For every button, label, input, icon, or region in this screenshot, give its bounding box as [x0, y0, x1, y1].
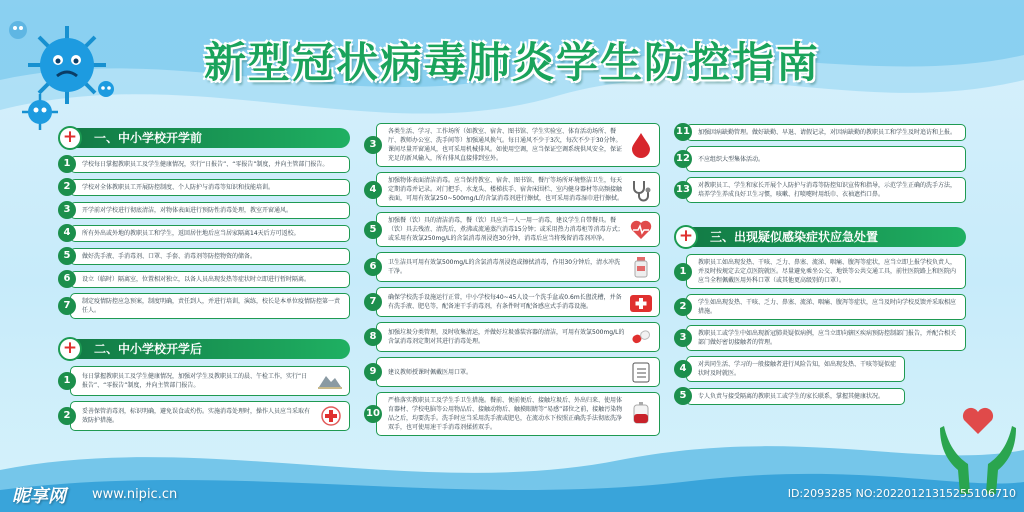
item-number: 4	[364, 181, 382, 199]
item-number: 11	[674, 123, 692, 141]
list-item	[58, 401, 350, 431]
list-item	[364, 252, 660, 282]
item-number: 10	[364, 405, 382, 423]
list-item	[364, 123, 660, 167]
item-box	[70, 225, 350, 242]
list-item	[58, 201, 350, 219]
item-number: 4	[58, 224, 76, 242]
item-text: 各类生活、学习、工作场所（如教室、宿舍、图书馆、学生实验室、体育活动场所、餐厅、教师办公室、洗手间等）加强通风换气。每日通风不少于3次，每次不少于30分钟。课间尽量开窗通风，也可采用机械排风。如使用空调，应当保证空调系统供风安全，保证充足的新风输入，所有排风直接排到室外。	[388, 128, 623, 162]
item-text: 学校每日掌握教职员工及学生健康情况，实行“日报告”、“零报告”制度，并向主管部门报告。	[82, 160, 329, 168]
list-item	[674, 123, 966, 141]
section-heading: 三、出现疑似感染症状应急处置	[686, 227, 966, 247]
blood-bag-icon	[629, 403, 653, 425]
hands-heart-icon	[938, 404, 1018, 496]
list-item	[674, 356, 966, 382]
item-number: 6	[364, 258, 382, 276]
footer-logo: 昵享网	[12, 486, 66, 507]
item-box	[70, 248, 350, 265]
checklist-icon	[629, 361, 653, 383]
item-text: 每日掌握教职员工及学生健康情况，加强对学生及教职员工的晨、午检工作，实行“日报告”、“零报告”制度，并向主管部门报告。	[82, 373, 308, 389]
item-box	[70, 366, 350, 396]
item-number: 8	[364, 328, 382, 346]
item-box	[686, 356, 905, 382]
item-number: 1	[674, 263, 692, 281]
item-box	[70, 156, 350, 173]
item-text: 学生如出现发热、干咳、乏力、鼻塞、流涕、咽痛、腹泻等症状，应当及时向学校反馈并采取相应措施。	[698, 299, 957, 315]
footer-id: ID:2093285 NO:20220121315255106710	[787, 487, 1016, 500]
item-text: 教职员工如出现发热、干咳、乏力、鼻塞、流涕、咽痛、腹泻等症状，应当立即上报学校负责人，并及时按规定去定点医院就医。尽量避免乘坐公交、地铁等公共交通工具，前往医院路上和医院内应当全程佩戴医用外科口罩（或其他更高级别的口罩）。	[698, 259, 957, 284]
list-item	[364, 212, 660, 247]
list-item	[364, 322, 660, 352]
column-right	[674, 123, 966, 405]
item-box	[70, 401, 350, 431]
item-box	[686, 177, 966, 203]
item-box	[376, 287, 660, 317]
item-box	[686, 388, 905, 405]
item-box	[376, 357, 660, 387]
item-box	[70, 293, 350, 319]
list-item	[58, 155, 350, 173]
medical-cross-icon: +	[674, 225, 698, 249]
item-number: 7	[58, 297, 76, 315]
item-text: 制定疫情防控应急预案，制度明确，责任到人，并进行培训，演练，校长是本单位疫情防控第一责任人。	[82, 298, 341, 314]
item-number: 5	[58, 247, 76, 265]
item-box	[70, 202, 350, 219]
virus-small-icon	[20, 92, 60, 132]
medical-cross-icon: +	[58, 337, 82, 361]
mask-icon	[317, 370, 343, 392]
list-item	[674, 387, 966, 405]
medical-cross-icon: +	[58, 126, 82, 150]
item-number: 5	[364, 221, 382, 239]
item-text: 所有外出或外地的教职员工和学生，返回居住地后应当居家隔离14天后方可返校。	[82, 229, 300, 237]
list-item	[674, 294, 966, 320]
item-box	[376, 322, 660, 352]
item-box	[686, 254, 966, 289]
medicine-bottle-icon	[629, 256, 653, 278]
section-header-emergency	[674, 225, 966, 249]
list-item	[58, 270, 350, 288]
item-number: 2	[674, 298, 692, 316]
section-header-before-school	[58, 126, 350, 150]
medical-cross-icon	[319, 405, 343, 427]
item-text: 专人负责与接受隔离的教职员工或学生的家长联系，掌握其健康状况。	[698, 392, 885, 400]
item-number: 1	[58, 155, 76, 173]
capsule-icon	[629, 326, 653, 348]
item-text: 设立（临时）隔离室，位置相对独立，以备人员出现发热等症状时立即进行暂时隔离。	[82, 275, 311, 283]
list-item	[58, 247, 350, 265]
item-text: 加强垃圾分类管理，及时收集清运，并做好垃圾盛装容器的清洁，可用有效氯500mg/L的含氯消毒剂定期对其进行消毒处理。	[388, 329, 625, 345]
page-title: 新型冠状病毒肺炎学生防控指南	[203, 38, 820, 87]
item-number: 13	[674, 181, 692, 199]
list-item	[58, 224, 350, 242]
list-item	[674, 254, 966, 289]
column-measures	[364, 123, 660, 436]
list-item	[674, 177, 966, 203]
item-number: 2	[58, 407, 76, 425]
item-number: 7	[364, 293, 382, 311]
section-heading: 二、中小学校开学后	[70, 339, 350, 359]
item-box	[686, 146, 966, 172]
item-text: 学校对全体教职员工开展防控制度、个人防护与消毒等知识和技能培训。	[82, 183, 275, 191]
item-number: 2	[58, 178, 76, 196]
list-item	[364, 357, 660, 387]
item-text: 开学前对学校进行彻底清洁，对物体表面进行预防性消毒处理，教室开窗通风。	[82, 206, 293, 214]
footer-url[interactable]: www.nipic.cn	[92, 487, 178, 502]
item-box	[686, 325, 966, 351]
section-header-after-school	[58, 337, 350, 361]
item-box	[686, 294, 966, 320]
item-number: 6	[58, 270, 76, 288]
list-item	[364, 172, 660, 207]
item-text: 做好洗手液、手消毒剂、口罩、手套、消毒剂等防控物资的储备。	[82, 252, 257, 260]
blood-drop-icon	[629, 134, 653, 156]
item-text: 加强物体表面清洁消毒。应当保持教室、宿舍、图书馆、餐厅等场所环境整洁卫生，每天定期消毒并记录。对门把手、水龙头、楼梯扶手、宿舍床围栏、室内健身器材等高频接触表面，可用有效氯250~500mg/L的含氯消毒剂进行擦拭，也可采用消毒湿巾进行擦拭。	[388, 177, 623, 202]
item-text: 卫生洁具可用有效氯500mg/L的含氯消毒剂浸泡或擦拭消毒，作用30分钟后，清水冲洗干净。	[388, 259, 621, 275]
item-number: 5	[674, 387, 692, 405]
item-number: 3	[364, 136, 382, 154]
column-before-school	[58, 126, 350, 431]
item-box	[376, 172, 660, 207]
item-box	[376, 212, 660, 247]
item-box	[376, 252, 660, 282]
item-number: 3	[58, 201, 76, 219]
item-text: 不应组织大型集体活动。	[698, 155, 765, 163]
list-item	[364, 392, 660, 436]
first-aid-icon	[629, 291, 653, 313]
item-text: 建议教师授课时佩戴医用口罩。	[388, 368, 473, 376]
heartbeat-icon	[629, 219, 653, 241]
list-item	[674, 325, 966, 351]
stethoscope-icon	[629, 179, 653, 201]
item-number: 12	[674, 150, 692, 168]
list-item	[364, 287, 660, 317]
item-box	[376, 123, 660, 167]
list-item	[58, 366, 350, 396]
item-box	[70, 179, 350, 196]
item-box	[686, 124, 966, 141]
item-text: 对教职员工、学生和家长开展个人防护与消毒等防控知识宣传和指导，示范学生正确的洗手方法，培养学生养成良好卫生习惯，咳嗽、打喷嚏时用纸巾、衣袖遮挡口鼻。	[698, 182, 957, 198]
list-item	[58, 178, 350, 196]
item-text: 严格落实教职员工及学生手卫生措施。餐前、便前便后、接触垃圾后、外出归来、使用体育器材、学校电脑等公用物品后、接触动物后、触摸眼睛等“易感”部位之前，接触污染物品之后，均要洗手。洗手时应当采用洗手液或肥皂，在流动水下按照正确洗手法彻底洗净双手，也可使用速干手消毒剂揉搓双手。	[388, 397, 623, 431]
item-text: 加强因病缺勤管理。做好缺勤、早退、请假记录，对因病缺勤的教职员工和学生及时追访和上报。	[698, 128, 957, 136]
item-number: 1	[58, 372, 76, 390]
item-number: 3	[674, 329, 692, 347]
item-text: 妥善保管消毒剂，标识明确，避免误食或灼伤。实施消毒处理时，操作人员应当采取有效防护措施。	[82, 408, 311, 424]
item-box	[376, 392, 660, 436]
list-item	[674, 146, 966, 172]
item-number: 4	[674, 360, 692, 378]
item-text: 确保学校洗手设施运行正常，中小学校每40~45人设一个洗手盆或0.6m长盥洗槽，并备有洗手液、肥皂等，配备速干手消毒剂，有条件时可配备感应式手消毒设施。	[388, 294, 622, 310]
list-item	[58, 293, 350, 319]
item-box	[70, 271, 350, 288]
item-text: 教职员工或学生中如出现新冠肺炎疑似病例，应当立即向辖区疾病预防控制部门报告，并配合相关部门做好密切接触者的管理。	[698, 330, 957, 346]
item-text: 加强餐（饮）具的清洁消毒，餐（饮）具应当一人一用一消毒，建议学生自带餐具。餐（饮）具去残渣、清洗后，煮沸或流通蒸汽消毒15分钟；或采用热力消毒柜等消毒方式；或采用有效氯250mg/L的含氯消毒剂浸泡30分钟，消毒后应当将残留消毒剂冲净。	[388, 217, 624, 242]
item-text: 对共同生活、学习的一般接触者进行风险告知，如出现发热、干咳等疑似症状时及时就医。	[698, 361, 897, 377]
section-heading: 一、中小学校开学前	[70, 128, 350, 148]
item-number: 9	[364, 363, 382, 381]
